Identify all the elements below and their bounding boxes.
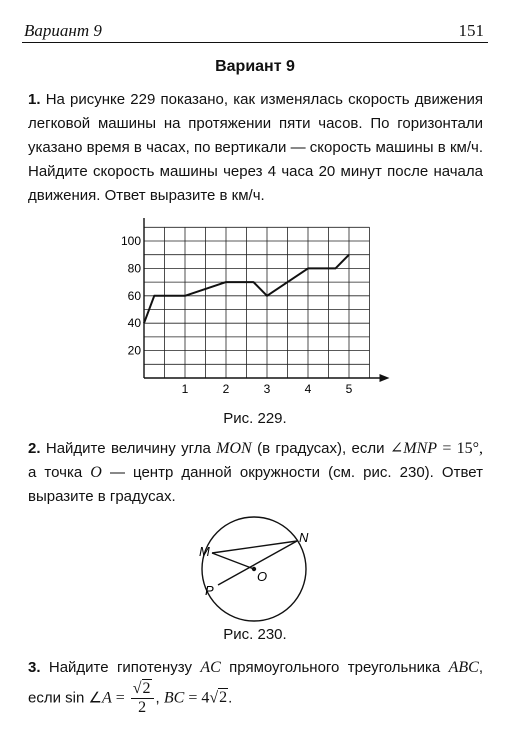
chart-tick-labels bbox=[121, 234, 353, 396]
angle-a: A bbox=[101, 689, 112, 707]
radicand-bc: 2 bbox=[219, 689, 228, 707]
y-tick-label: 80 bbox=[127, 261, 141, 276]
center-point: O bbox=[90, 464, 102, 481]
center-dot bbox=[252, 567, 256, 571]
fraction-denominator: 2 bbox=[138, 699, 147, 716]
y-tick-label: 100 bbox=[120, 234, 141, 248]
speed-chart bbox=[110, 218, 400, 400]
problem-text-c: , если sin ∠ bbox=[28, 659, 484, 707]
figure-230-caption: Рис. 230. bbox=[223, 626, 287, 643]
fraction-numerator bbox=[131, 680, 154, 699]
figure-229-caption: Рис. 229. bbox=[223, 410, 287, 427]
angle-symbol: ∠ bbox=[389, 440, 404, 457]
chart-axes bbox=[140, 218, 390, 382]
sqrt-bc: √2 bbox=[209, 689, 228, 707]
sqrt: √2 bbox=[132, 680, 151, 697]
angle-value: = 15°, bbox=[442, 440, 483, 457]
y-tick-label: 60 bbox=[127, 288, 141, 303]
angle-name: MON bbox=[216, 440, 252, 457]
label-o: O bbox=[257, 569, 268, 584]
radicand: 2 bbox=[142, 680, 151, 697]
angle-mnp: MNP bbox=[403, 440, 438, 457]
problem-1 bbox=[28, 88, 483, 208]
header-rule bbox=[22, 42, 488, 43]
hypotenuse: AC bbox=[200, 659, 221, 676]
problem-number: 1. bbox=[28, 91, 41, 108]
triangle-name: ABC bbox=[448, 659, 479, 676]
problem-text: На рисунке 229 показано, как изменялась скорость движения легковой машины на протяжении пяти часов. По горизонтали указано время в часах, по вертикали — скорость машины в км/ч. Найдите скорость машины через 4 часа 20 минут после начала движения. Ответ выразите в км/ч. bbox=[28, 91, 483, 204]
chart-grid bbox=[144, 227, 370, 378]
problem-2 bbox=[28, 437, 483, 509]
problem-number: 3. bbox=[28, 659, 41, 676]
circle-figure bbox=[195, 515, 315, 625]
x-axis-arrow bbox=[380, 374, 390, 382]
x-tick-label: 4 bbox=[304, 382, 312, 396]
problem-text-a: Найдите величину угла bbox=[45, 440, 211, 457]
variant-title: Вариант 9 bbox=[215, 58, 295, 75]
running-head-title: Вариант 9 bbox=[24, 21, 102, 40]
fraction bbox=[131, 680, 154, 717]
y-tick-label: 20 bbox=[127, 343, 141, 358]
problem-text-b: (в градусах), если bbox=[257, 440, 385, 457]
x-tick-label: 1 bbox=[181, 382, 189, 396]
chord-mn bbox=[212, 541, 297, 553]
running-head bbox=[22, 20, 488, 42]
y-tick-label: 40 bbox=[127, 316, 141, 331]
label-n: N bbox=[299, 530, 309, 545]
equals-4: = 4 bbox=[184, 689, 210, 707]
equals: = bbox=[111, 689, 129, 707]
problem-text-a: Найдите гипотенузу bbox=[48, 659, 192, 676]
problem-text-d: , bbox=[155, 689, 160, 707]
problem-3 bbox=[28, 656, 483, 717]
problem-text-b: прямоугольного треугольника bbox=[229, 659, 441, 676]
label-p: P bbox=[205, 583, 214, 598]
side-bc: BC bbox=[163, 689, 185, 707]
page-number: 151 bbox=[458, 21, 484, 40]
end-period: . bbox=[228, 689, 233, 707]
radius-mo bbox=[212, 553, 254, 569]
x-tick-label: 3 bbox=[263, 382, 271, 396]
label-m: M bbox=[199, 544, 210, 559]
problem-text-d: — центр данной окружности (см. рис. 230). Ответ выразите в градусах. bbox=[28, 464, 483, 505]
problem-text-c: а точка bbox=[28, 464, 83, 481]
problem-number: 2. bbox=[28, 440, 41, 457]
x-tick-label: 2 bbox=[222, 382, 230, 396]
x-tick-label: 5 bbox=[345, 382, 353, 396]
